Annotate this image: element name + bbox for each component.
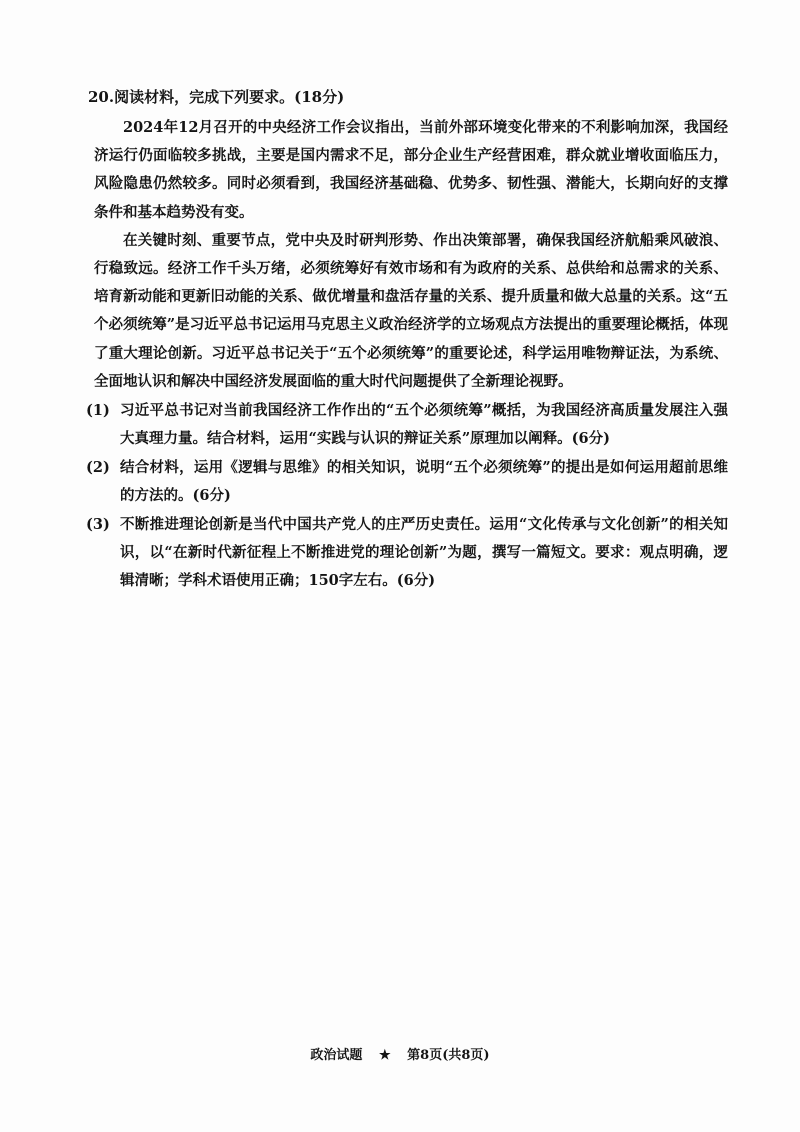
page-footer bbox=[0, 1044, 800, 1063]
question-20 bbox=[88, 84, 728, 595]
star-icon: ★ bbox=[378, 1048, 391, 1063]
sub-question-1 bbox=[86, 397, 728, 453]
sub-question-text: 结合材料，运用《逻辑与思维》的相关知识，说明“五个必须统筹”的提出是如何运用超前思维的方法的。(6分) bbox=[120, 459, 728, 505]
sub-question-text: 不断推进理论创新是当代中国共产党人的庄严历史责任。运用“文化传承与文化创新”的相关知识，以“在新时代新征程上不断推进党的理论创新”为题，撰写一篇短文。要求：观点明确，逻辑清晰；学科术语使用正确；150字左右。(6分) bbox=[120, 516, 728, 590]
footer-page-number: 第8页(共8页) bbox=[407, 1048, 490, 1063]
sub-question-number: (1) bbox=[86, 402, 110, 420]
material-paragraph-2: 在关键时刻、重要节点，党中央及时研判形势、作出决策部署，确保我国经济航船乘风破浪、行稳致远。经济工作千头万绪，必须统筹好有效市场和有为政府的关系、总供给和总需求的关系、培育新动能和更新旧动能的关系、做优增量和盘活存量的关系、提升质量和做大总量的关系。这“五个必须统筹”是习近平总书记运用马克思主义政治经济学的立场观点方法提出的重要理论概括，体现了重大理论创新。习近平总书记关于“五个必须统筹”的重要论述，科学运用唯物辩证法，为系统、全面地认识和解决中国经济发展面临的重大时代问题提供了全新理论视野。 bbox=[94, 231, 728, 390]
footer-subject: 政治试题 bbox=[310, 1048, 363, 1063]
question-title: 20.阅读材料，完成下列要求。(18分) bbox=[88, 88, 345, 106]
sub-question-number: (3) bbox=[86, 516, 110, 534]
sub-question-3 bbox=[86, 511, 728, 595]
sub-question-2 bbox=[86, 454, 728, 510]
sub-question-text: 习近平总书记对当前我国经济工作作出的“五个必须统筹”概括，为我国经济高质量发展注入强大真理力量。结合材料，运用“实践与认识的辩证关系”原理加以阐释。(6分) bbox=[120, 402, 728, 448]
sub-question-number: (2) bbox=[86, 459, 110, 477]
material-paragraph-1: 2024年12月召开的中央经济工作会议指出，当前外部环境变化带来的不利影响加深，我国经济运行仍面临较多挑战，主要是国内需求不足，部分企业生产经营困难，群众就业增收面临压力，风险隐患仍然较多。同时必须看到，我国经济基础稳、优势多、韧性强、潜能大，长期向好的支撑条件和基本趋势没有变。 bbox=[94, 119, 728, 221]
